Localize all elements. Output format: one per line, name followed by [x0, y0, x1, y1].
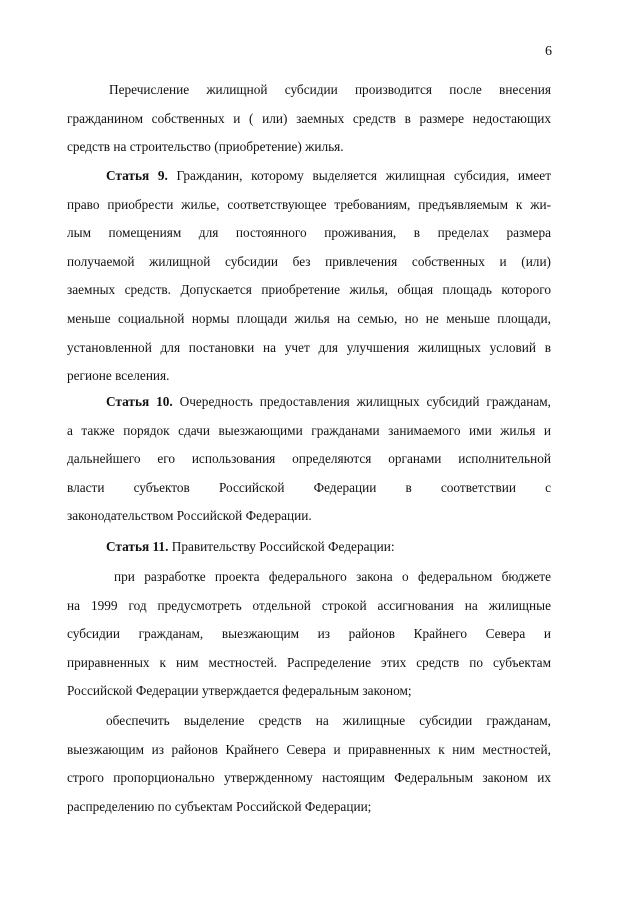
paragraph-article-9: [67, 162, 551, 391]
paragraph-subsidy-transfer: [67, 76, 551, 162]
text-fragment: Правительству Российской Федерации:: [168, 539, 395, 554]
text-line: средств на строительство (приобретение) жилья.: [67, 139, 344, 155]
text-line: [67, 533, 551, 562]
text-line: при разработке проекта федерального закона о федеральном бюджете: [114, 569, 551, 584]
text-line: власти субъектов Российской Федерации в соответствии с: [67, 479, 551, 495]
text-line: обеспечить выделение средств на жилищные субсидии гражданам,: [106, 713, 551, 728]
text-line: заемных средств. Допускается приобретение жилья, общая площадь которого: [67, 282, 551, 298]
text-line: строго пропорционально утвержденному настоящим Федеральным законом их: [67, 770, 551, 786]
text-line: [67, 388, 551, 417]
article-heading: Статья 9.: [106, 168, 168, 183]
text-fragment: Гражданин, которому выделяется жилищная субсидия, имеет: [167, 168, 552, 183]
text-line: лым помещениям для постоянного проживания, в пределах размера: [67, 225, 551, 241]
text-line: Российской Федерации утверждается федеральным законом;: [67, 683, 412, 699]
article-heading: Статья 10.: [106, 394, 173, 409]
text-line: законодательством Российской Федерации.: [67, 508, 312, 524]
paragraph-budget-allocation: [67, 563, 551, 706]
paragraph-article-10: [67, 388, 551, 531]
text-line: Перечисление жилищной субсидии производится после внесения: [109, 82, 551, 97]
text-line: меньше социальной нормы площади жилья на семью, но не меньше площади,: [67, 310, 551, 326]
text-line: а также порядок сдачи выезжающими гражданами занимаемого ими жилья и: [67, 422, 551, 438]
text-line: на 1999 год предусмотреть отдельной строкой ассигнования на жилищные: [67, 597, 551, 613]
page-number: 6: [545, 44, 552, 59]
text-line: распределению по субъектам Российской Федерации;: [67, 798, 372, 814]
text-line: дальнейшего его использования определяются органами исполнительной: [67, 451, 551, 467]
text-line: приравненных к ним местностей. Распределение этих средств по субъектам: [67, 654, 551, 670]
text-line: субсидии гражданам, выезжающим из районов Крайнего Севера и: [67, 626, 551, 642]
article-heading: Статья 11.: [106, 539, 169, 554]
text-line: получаемой жилищной субсидии без привлечения собственных и (или): [67, 253, 551, 269]
text-line: гражданином собственных и ( или) заемных средств в размере недостающих: [67, 110, 551, 126]
text-line: установленной для постановки на учет для улучшения жилищных условий в: [67, 339, 551, 355]
paragraph-article-11: [67, 533, 551, 562]
text-line: [67, 162, 551, 191]
text-line: регионе вселения.: [67, 368, 170, 384]
paragraph-funds-provision: [67, 707, 551, 821]
text-fragment: Очередность предоставления жилищных субсидий гражданам,: [172, 394, 551, 409]
text-line: выезжающим из районов Крайнего Севера и приравненных к ним местностей,: [67, 741, 551, 757]
text-line: право приобрести жилье, соответствующее требованиям, предъявляемым к жи-: [67, 196, 551, 212]
